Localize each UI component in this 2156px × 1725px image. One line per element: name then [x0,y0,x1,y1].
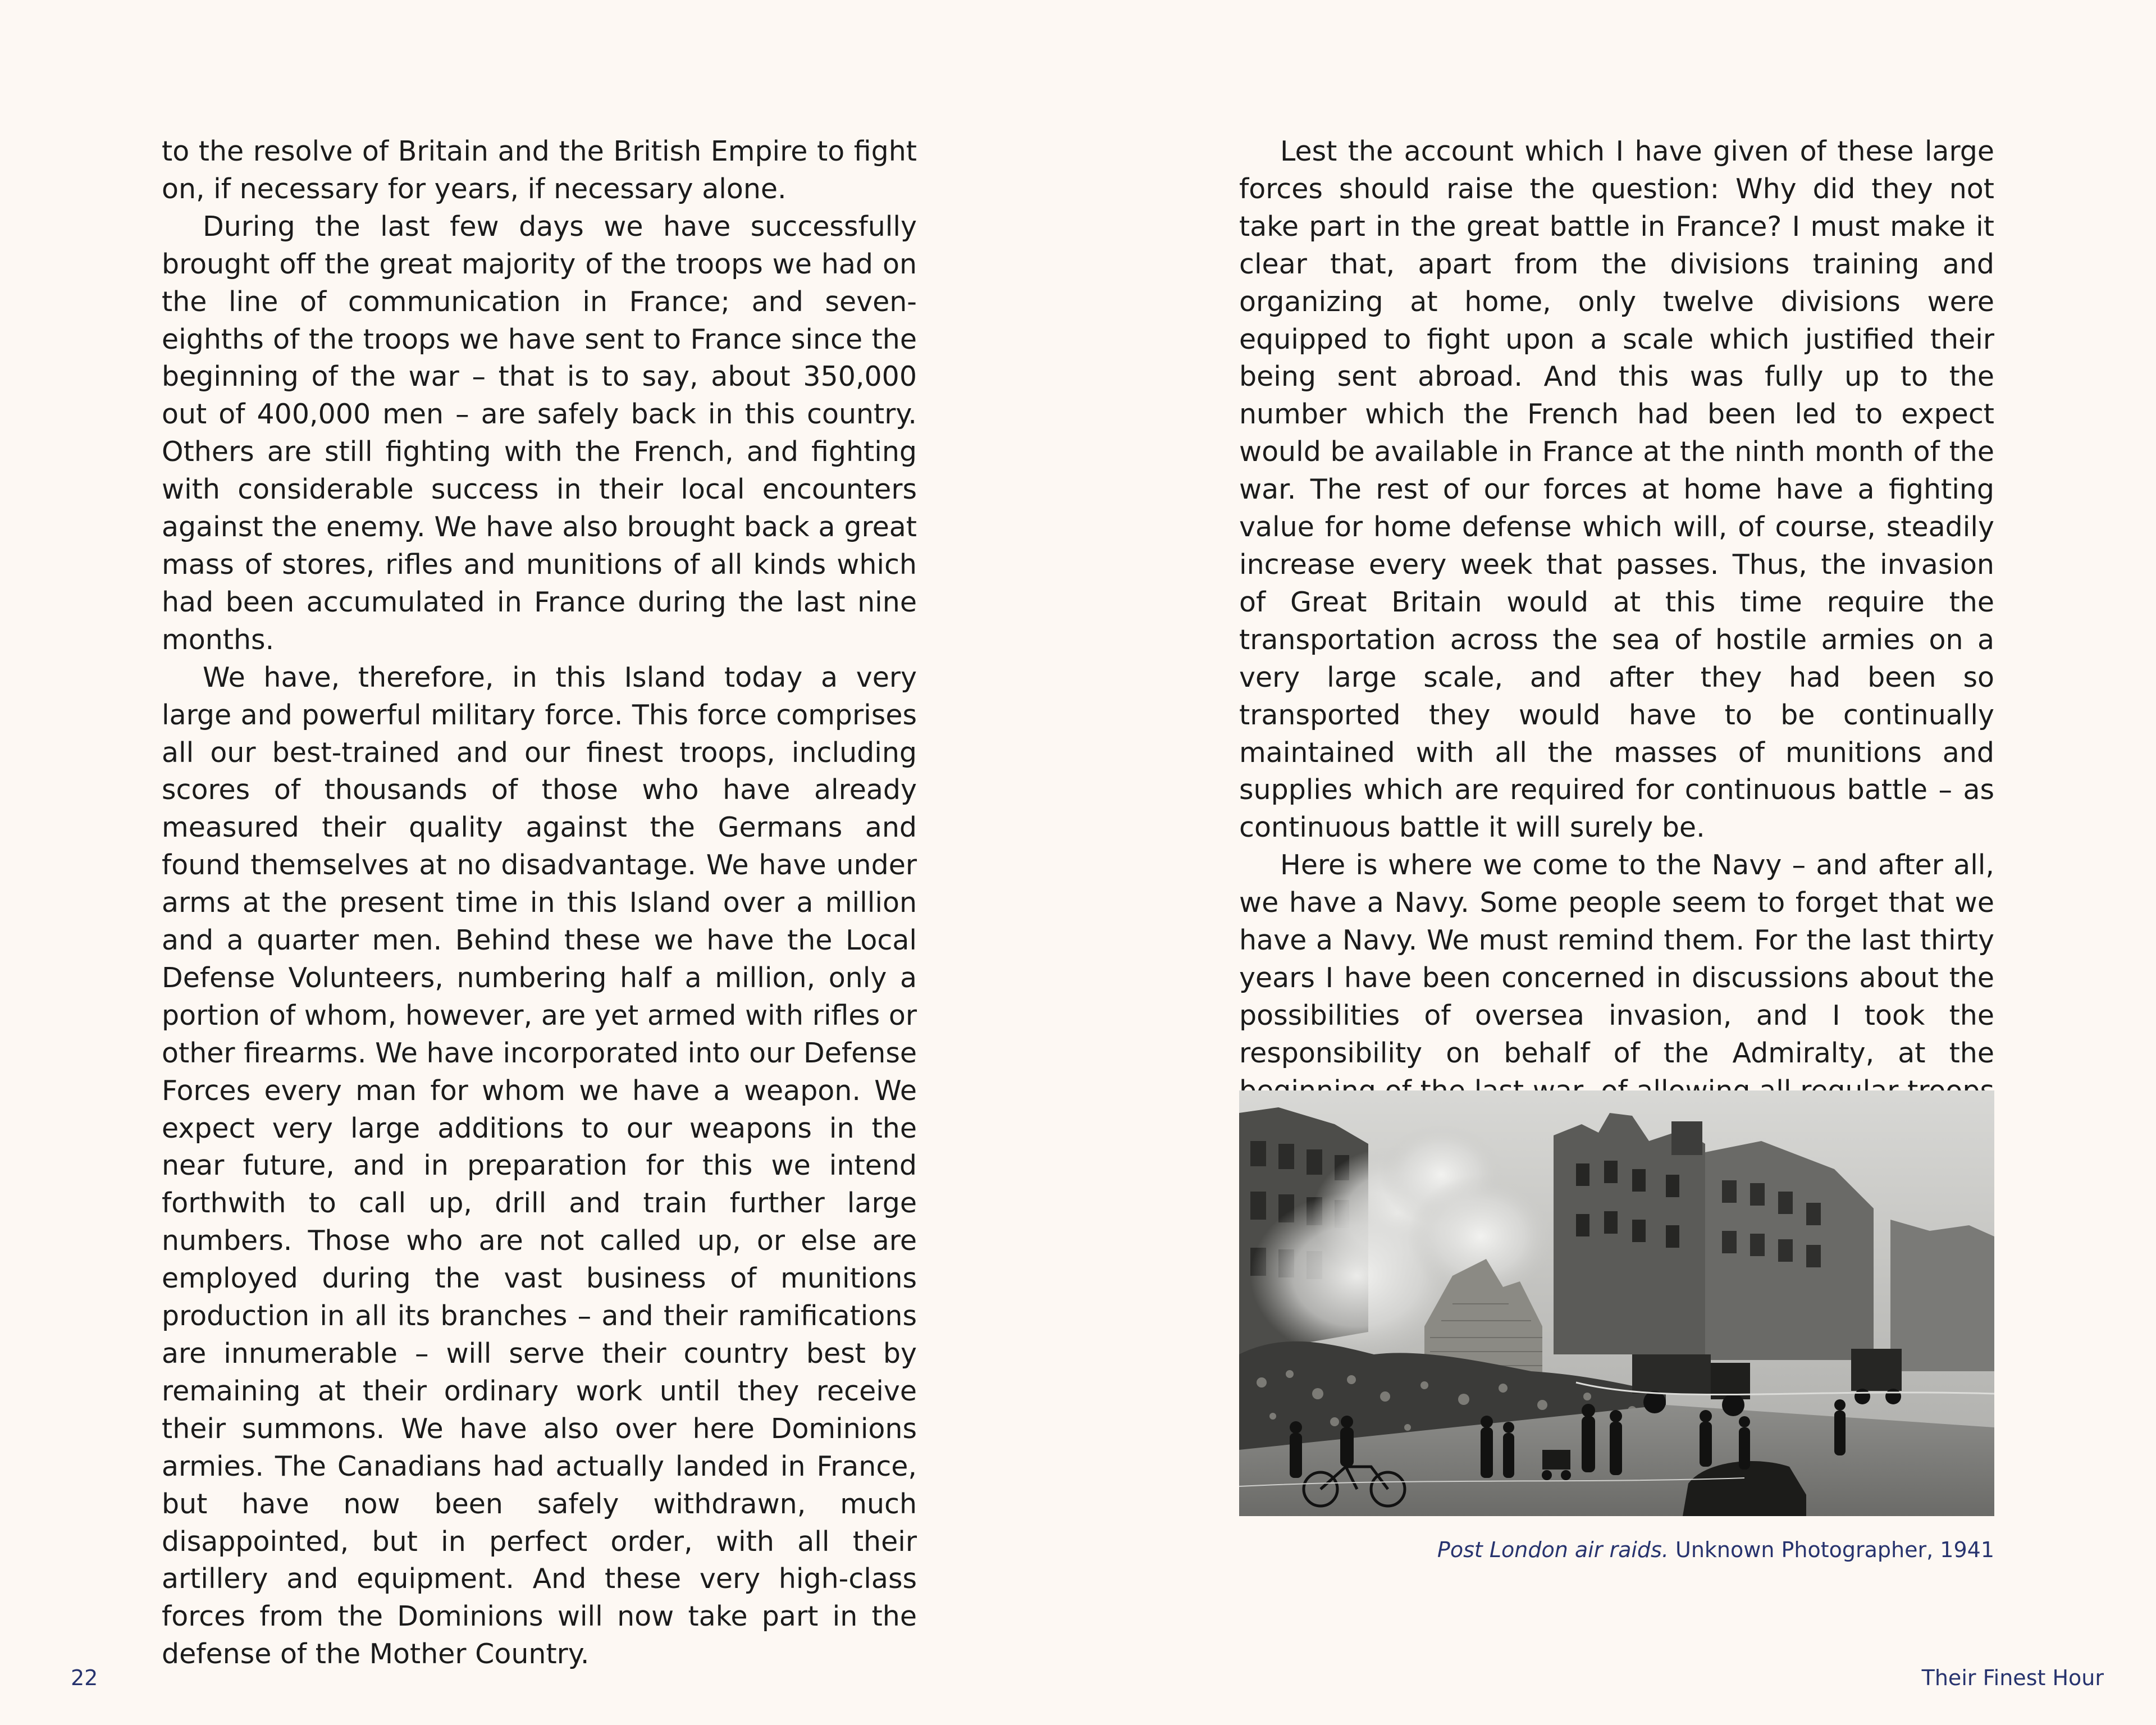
paragraph: to the resolve of Britain and the British Empire to fight on, if necessary for years, if necessary alone. [162,135,917,205]
air-raid-photograph [1239,1090,1994,1516]
bombed-street-illustration [1239,1090,1994,1516]
paragraph: Lest the account which I have given of these large forces should raise the question: Why did they not take part in the great battle in France? I must make it clear that, apart from the divisions training and organizing at home, only twelve divisions were equipped to fight upon a scale which justified their being sent abroad. And this was fully up to the number which the French had been led to expect would be available in France at the ninth month of the war. The rest of our forces at home have a fighting value for home defense which will, of course, steadily increase every week that passes. Thus, the invasion of Great Britain would at this time require the transportation across the sea of hostile armies on a very large scale, and after they had been so transported they would have to be continually maintained with all the masses of munitions and supplies which are required for continuous battle – as continuous battle it will surely be. [1239,135,1994,844]
page-number: 22 [71,1665,98,1690]
left-text-column [162,133,917,1673]
running-title: Their Finest Hour [1921,1665,2104,1690]
caption-title: Post London air raids. [1437,1537,1669,1562]
paragraph: During the last few days we have successfully brought off the great majority of the troops we had on the line of communication in France; and seven-eighths of the troops we have sent to France since the beginning of the war – that is to say, about 350,000 out of 400,000 men – are safely back in this country. Others are still fighting with the French, and fighting with considerable success in their local encounters against the enemy. We have also brought back a great mass of stores, rifles and munitions of all kinds which had been accumulated in France during the last nine months. [162,210,917,656]
photo-caption [1239,1537,1994,1562]
paragraph: Here is where we come to the Navy – and after all, we have a Navy. Some people seem to forget that we have a Navy. We must remind them. For the last thirty years I have been concerned in discussions about the possibilities of oversea invasion, and I took the responsibility on behalf of the Admiralty, at the [1239,849,1994,1069]
caption-credit: Unknown Photographer, 1941 [1675,1537,1994,1562]
paragraph: We have, therefore, in this Island today a very large and powerful military force. This force comprises all our best-trained and our finest troops, including scores of thousands of those who have already measured their quality against the Germans and found themselves at no disadvantage. We have under arms at the present time in this Island over a million and a quarter men. Behind these we have the Local Defense Volunteers, numbering half a million, only a portion of whom, however, are yet armed with rifles or other firearms. We have incorporated into our Defense Forces every man for whom we have a weapon. We expect very large additions to our weapons in the near future, and in preparation for this we intend forthwith to call up, drill and train further large numbers. Those who are not called up, or else are employed during the vast business of munitions production in all its branches – and their ramifications are innumerable – will serve their country best by remaining at their ordinary work until they receive their summons. We have also over here Dominions armies. The Canadians had actually landed in France, but have now been safely withdrawn, much disappointed, but in perfect order, with all their artillery and equipment. And these very high-class forces from the Dominions will now take part in the defense of the Mother Country. [162,661,917,1671]
right-text-column [1239,133,1994,1185]
